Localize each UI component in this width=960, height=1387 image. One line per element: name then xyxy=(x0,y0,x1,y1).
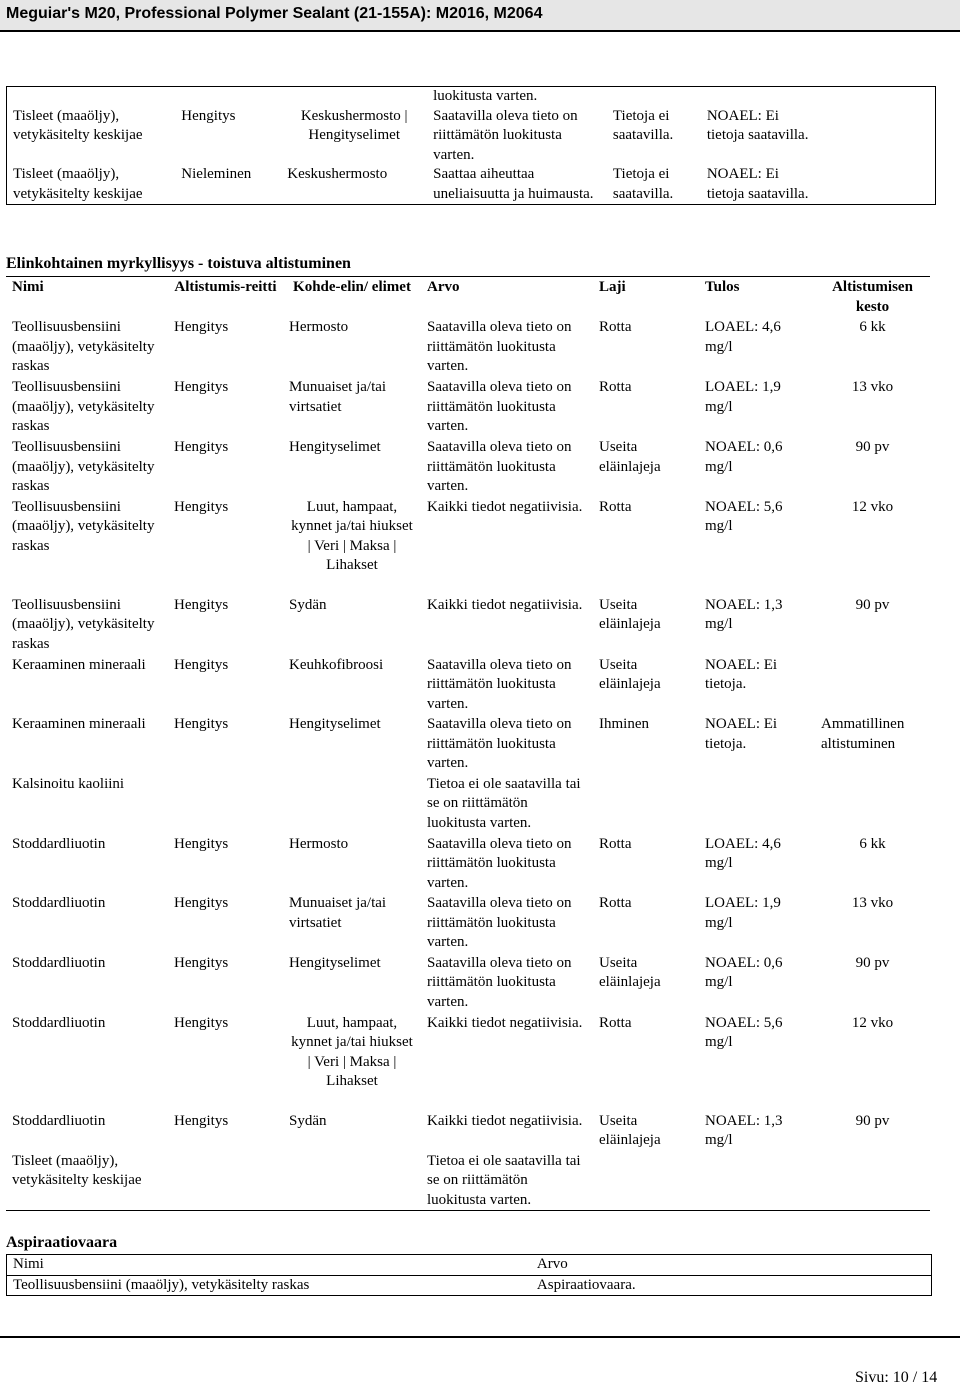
table-row xyxy=(7,87,936,107)
cell-laji: Rotta xyxy=(599,1014,632,1031)
cell-reitti: Hengitys xyxy=(174,379,229,395)
header-nimi: Nimi xyxy=(12,279,44,295)
cell-laji: Rotta xyxy=(599,895,632,911)
cell-reitti: Hengitys xyxy=(174,439,229,455)
cell-kesto: 6 kk xyxy=(859,319,886,335)
cell-kohde: Hermosto xyxy=(289,835,349,852)
header-nimi: Nimi xyxy=(7,1255,531,1276)
cell-arvo: Tietoa ei ole saatavilla tai se on riittämätön luokitusta varten. xyxy=(427,775,581,831)
cell-kesto: Ammatillinen altistuminen xyxy=(821,716,905,752)
cell-kesto: 13 vko xyxy=(851,895,894,911)
page-number: Sivu: 10 / 14 xyxy=(855,1369,938,1386)
aspiration-table xyxy=(6,1254,932,1296)
cell-tulos: LOAEL: 1,9 mg/l xyxy=(705,895,781,931)
table-row xyxy=(6,437,930,497)
table-row xyxy=(6,595,930,655)
cell-nimi: Tisleet (maaöljy), vetykäsitelty keskijae xyxy=(13,166,143,202)
table-row xyxy=(6,893,930,953)
table-row xyxy=(6,953,930,1013)
table-row xyxy=(7,1275,932,1296)
cell-arvo: Kaikki tiedot negatiivisia. xyxy=(427,1014,583,1031)
cell-tulos: NOAEL: 5,6 mg/l xyxy=(705,498,783,534)
cell-nimi: Teollisuusbensiini (maaöljy), vetykäsitelty raskas xyxy=(12,596,155,652)
cell-reitti: Hengitys xyxy=(174,319,229,335)
table-header-row xyxy=(7,1255,932,1276)
cell-nimi: Teollisuusbensiini (maaöljy), vetykäsitelty raskas xyxy=(12,439,155,494)
cell-kesto: 90 pv xyxy=(855,1112,890,1129)
header-laji: Laji xyxy=(599,279,626,295)
cell-reitti: Hengitys xyxy=(174,596,229,613)
cell-kesto xyxy=(815,1151,930,1211)
cell-arvo: Kaikki tiedot negatiivisia. xyxy=(427,1112,583,1129)
repeated-exposure-body xyxy=(6,317,930,1211)
cell-kohde xyxy=(283,774,421,834)
table-row xyxy=(6,377,930,437)
cell-kohde: Sydän xyxy=(289,1112,327,1129)
cell-nimi: Tisleet (maaöljy), vetykäsitelty keskijae xyxy=(12,1152,142,1188)
cell-laji: Tietoja ei saatavilla. xyxy=(612,107,674,143)
cell-kesto: 90 pv xyxy=(855,596,890,613)
table-header-row xyxy=(6,277,930,318)
cell-arvo: Kaikki tiedot negatiivisia. xyxy=(427,498,583,515)
cell-kohde: Keuhkofibroosi xyxy=(289,656,384,673)
header-bar xyxy=(0,0,960,32)
cell-kohde: Munuaiset ja/tai virtsatiet xyxy=(289,895,387,931)
cell-kohde: Luut, hampaat, kynnet ja/tai hiukset | Veri | Maksa | Lihakset xyxy=(291,1014,413,1089)
header-tulos: Tulos xyxy=(705,279,740,295)
cell-tulos: NOAEL: 5,6 mg/l xyxy=(705,1014,783,1050)
cell-nimi: Keraaminen mineraali xyxy=(12,656,146,673)
cell-laji xyxy=(593,774,699,834)
cell-reitti xyxy=(168,774,283,834)
cell-kohde: Hengityselimet xyxy=(289,954,381,971)
cell-reitti: Hengitys xyxy=(174,1014,229,1031)
cell-kohde xyxy=(283,1151,421,1211)
table-row xyxy=(6,317,930,377)
cell-nimi: Stoddardliuotin xyxy=(12,1014,106,1031)
cell-nimi: Teollisuusbensiini (maaöljy), vetykäsitelty raskas xyxy=(12,319,155,374)
cell-nimi: Stoddardliuotin xyxy=(12,1112,106,1129)
cell-tulos xyxy=(699,1151,815,1211)
cell-laji: Rotta xyxy=(599,379,632,395)
table-row xyxy=(6,497,930,595)
cell-tulos: NOAEL: Ei tietoja. xyxy=(705,716,778,752)
cell-arvo: Saatavilla oleva tieto on riittämätön luokitusta varten. xyxy=(427,716,572,771)
table-row xyxy=(6,834,930,894)
cell-arvo: Kaikki tiedot negatiivisia. xyxy=(427,596,583,613)
cell-nimi: Tisleet (maaöljy), vetykäsitelty keskijae xyxy=(13,107,143,143)
table-row xyxy=(6,1111,930,1151)
cell-kohde: Keskushermosto xyxy=(287,166,388,182)
table-row xyxy=(6,714,930,774)
cell-laji: Rotta xyxy=(599,498,632,515)
cell-tulos xyxy=(701,87,819,107)
cell-kesto: 13 vko xyxy=(851,379,894,395)
header-kohde: Kohde-elin/ elimet xyxy=(293,279,411,295)
cell-laji: Ihminen xyxy=(599,716,649,732)
cell-arvo: Aspiraatiovaara. xyxy=(531,1275,932,1296)
cell-laji: Useita eläinlajeja xyxy=(599,596,661,632)
cell-arvo: Saatavilla oleva tieto on riittämätön luokitusta varten. xyxy=(427,439,572,494)
cell-arvo: Saatavilla oleva tieto on riittämätön luokitusta varten. xyxy=(433,107,578,163)
cell-kohde: Sydän xyxy=(289,596,327,613)
cell-kesto xyxy=(815,774,930,834)
cell-arvo: Saatavilla oleva tieto on riittämätön luokitusta varten. xyxy=(427,835,572,891)
cell-reitti: Hengitys xyxy=(174,1112,229,1129)
cell-laji: Rotta xyxy=(599,319,632,335)
document-title: Meguiar's M20, Professional Polymer Sealant (21-155A): M2016, M2064 xyxy=(6,5,543,22)
cell-kesto xyxy=(819,87,936,107)
cell-tulos: NOAEL: 1,3 mg/l xyxy=(705,596,783,632)
cell-kesto: 90 pv xyxy=(855,954,890,971)
cell-nimi: Keraaminen mineraali xyxy=(12,716,146,732)
cell-arvo: luokitusta varten. xyxy=(433,88,538,104)
cell-tulos: LOAEL: 1,9 mg/l xyxy=(705,379,781,415)
cell-laji xyxy=(593,1151,699,1211)
cell-kohde xyxy=(281,87,427,107)
repeated-exposure-table xyxy=(6,276,930,1211)
header-kesto: Altistumisen kesto xyxy=(832,279,913,315)
cell-laji: Useita eläinlajeja xyxy=(599,439,661,475)
cell-kesto: 90 pv xyxy=(855,439,890,455)
cell-kohde: Hengityselimet xyxy=(289,439,381,455)
cell-laji: Useita eläinlajeja xyxy=(599,656,661,692)
cell-tulos: NOAEL: Ei tietoja saatavilla. xyxy=(706,166,809,202)
footer-divider xyxy=(0,1336,960,1338)
cell-laji: Tietoja ei saatavilla. xyxy=(612,166,674,202)
cell-kohde: Munuaiset ja/tai virtsatiet xyxy=(289,379,387,415)
cell-kesto: 12 vko xyxy=(851,498,894,515)
cell-nimi: Stoddardliuotin xyxy=(12,895,106,911)
cell-kesto: 12 vko xyxy=(851,1014,894,1031)
cell-reitti: Hengitys xyxy=(174,656,229,673)
cell-arvo: Tietoa ei ole saatavilla tai se on riittämätön luokitusta varten. xyxy=(427,1152,581,1208)
cell-arvo: Saatavilla oleva tieto on riittämätön luokitusta varten. xyxy=(427,319,572,374)
cell-arvo: Saatavilla oleva tieto on riittämätön luokitusta varten. xyxy=(427,895,572,950)
cell-reitti xyxy=(175,87,281,107)
header-reitti: Altistumis-reitti xyxy=(174,279,277,295)
cell-reitti: Hengitys xyxy=(174,716,229,732)
cell-kohde: Luut, hampaat, kynnet ja/tai hiukset | Veri | Maksa | Lihakset xyxy=(291,498,413,573)
cell-nimi: Stoddardliuotin xyxy=(12,954,106,971)
cell-tulos xyxy=(699,774,815,834)
table-row xyxy=(6,1151,930,1211)
cell-kesto xyxy=(819,165,936,205)
cell-laji xyxy=(607,87,701,107)
cell-kohde: Hermosto xyxy=(289,319,349,335)
cell-laji: Useita eläinlajeja xyxy=(599,1112,661,1148)
header-arvo: Arvo xyxy=(531,1255,932,1276)
table-row xyxy=(6,655,930,715)
cell-kesto xyxy=(819,107,936,166)
cell-kesto: 6 kk xyxy=(859,835,886,852)
section-title-aspiration: Aspiraatiovaara xyxy=(6,1234,118,1251)
cell-arvo: Saatavilla oleva tieto on riittämätön luokitusta varten. xyxy=(427,379,572,434)
table-row xyxy=(6,1013,930,1111)
table-row xyxy=(7,107,936,166)
cell-tulos: NOAEL: Ei tietoja saatavilla. xyxy=(706,107,809,143)
cell-kohde: Keskushermosto | Hengityselimet xyxy=(300,107,408,143)
cell-tulos: NOAEL: 0,6 mg/l xyxy=(705,439,783,475)
cell-nimi: Kalsinoitu kaoliini xyxy=(12,775,125,792)
table-row xyxy=(7,165,936,205)
cell-nimi: Teollisuusbensiini (maaöljy), vetykäsitelty raskas xyxy=(12,498,155,554)
cell-arvo: Saattaa aiheuttaa uneliaisuutta ja huimausta. xyxy=(433,166,594,202)
cell-tulos: LOAEL: 4,6 mg/l xyxy=(705,319,781,355)
cell-laji: Useita eläinlajeja xyxy=(599,954,661,990)
cell-nimi xyxy=(7,87,176,107)
cell-reitti: Hengitys xyxy=(174,895,229,911)
cell-reitti: Hengitys xyxy=(174,835,229,852)
cell-tulos: NOAEL: Ei tietoja. xyxy=(705,656,778,692)
cell-reitti xyxy=(168,1151,283,1211)
cell-tulos: NOAEL: 0,6 mg/l xyxy=(705,954,783,990)
cell-nimi: Teollisuusbensiini (maaöljy), vetykäsitelty raskas xyxy=(7,1275,531,1296)
top-table xyxy=(6,86,936,205)
cell-laji: Rotta xyxy=(599,835,632,852)
cell-arvo: Saatavilla oleva tieto on riittämätön luokitusta varten. xyxy=(427,954,572,1010)
header-arvo: Arvo xyxy=(427,279,460,295)
cell-arvo: Saatavilla oleva tieto on riittämätön luokitusta varten. xyxy=(427,656,572,712)
cell-reitti: Hengitys xyxy=(174,954,229,971)
cell-nimi: Teollisuusbensiini (maaöljy), vetykäsitelty raskas xyxy=(12,379,155,434)
cell-tulos: NOAEL: 1,3 mg/l xyxy=(705,1112,783,1148)
cell-kesto xyxy=(815,655,930,715)
cell-kohde: Hengityselimet xyxy=(289,716,381,732)
cell-tulos: LOAEL: 4,6 mg/l xyxy=(705,835,781,871)
cell-reitti: Hengitys xyxy=(174,498,229,515)
table-row xyxy=(6,774,930,834)
cell-nimi: Stoddardliuotin xyxy=(12,835,106,852)
cell-reitti: Hengitys xyxy=(181,107,236,124)
section-title-repeated-exposure: Elinkohtainen myrkyllisyys - toistuva altistuminen xyxy=(6,255,351,272)
cell-reitti: Nieleminen xyxy=(181,166,252,182)
